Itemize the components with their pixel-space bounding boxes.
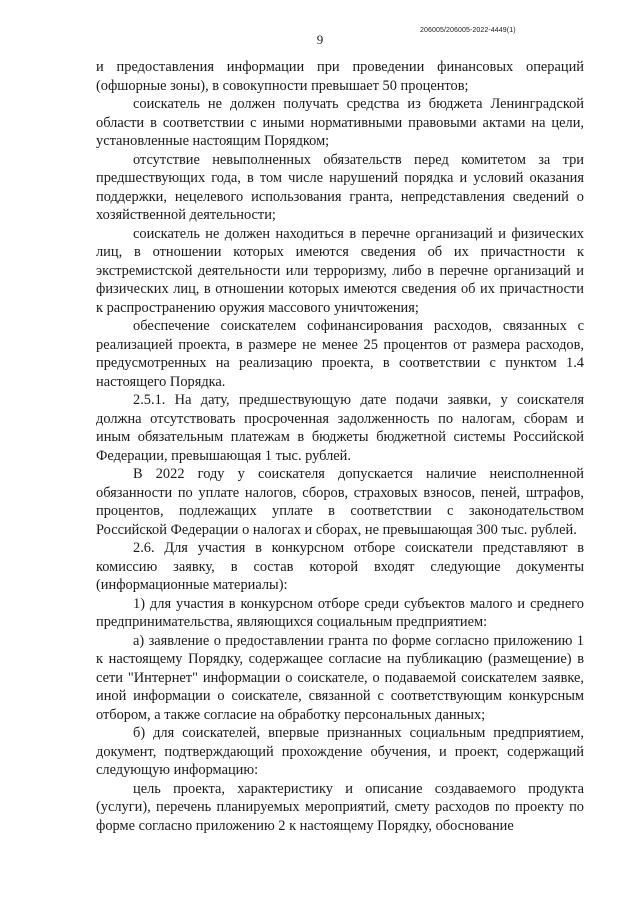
document-code: 206005/206005-2022-4449(1) — [420, 27, 516, 34]
paragraph: 2.5.1. На дату, предшествующую дате подачи заявки, у соискателя должна отсутствовать просроченная задолженность по налогам, сборам и иным обязательным платежам в бюджеты бюджетной системы Российской Федерации, превышающая 1 тыс. рублей. — [96, 392, 584, 464]
paragraph: б) для соискателей, впервые признанных социальным предприятием, документ, подтверждающий прохождение обучения, и проект, содержащий следующую информацию: — [96, 725, 584, 778]
paragraph: обеспечение соискателем софинансирования расходов, связанных с реализацией проекта, в размере не менее 25 процентов от размера расходов, предусмотренных на реализацию проекта, в соответствии с пунктом 1.4 настоящего Порядка. — [96, 318, 584, 390]
paragraph: В 2022 году у соискателя допускается наличие неисполненной обязанности по уплате налогов, сборов, страховых взносов, пеней, штрафов, процентов, подлежащих уплате в соответствии с законодательством Российской Федерации о налогах и сборах, не превышающая 300 тыс. рублей. — [96, 466, 584, 538]
paragraph: отсутствие невыполненных обязательств перед комитетом за три предшествующих года, в том числе нарушений порядка и условий оказания поддержки, нецелевого использования гранта, непредставления сведений о хозяйственной деятельности; — [96, 151, 584, 223]
paragraph: и предоставления информации при проведении финансовых операций (офшорные зоны), в совокупности превышает 50 процентов; — [96, 59, 584, 94]
paragraph: а) заявление о предоставлении гранта по форме согласно приложению 1 к настоящему Порядку, содержащее согласие на публикацию (размещение) в сети "Интернет" информации о соискателе, о подаваемой соискателем заявке, иной информации о соискателе, связанной с соответствующим конкурсным отбором, а также согласие на обработку персональных данных; — [96, 632, 584, 723]
paragraph: соискатель не должен получать средства из бюджета Ленинградской области в соответствии с иными нормативными правовыми актами на цели, установленные настоящим Порядком; — [96, 96, 584, 149]
document-body — [96, 58, 584, 835]
paragraph: цель проекта, характеристику и описание создаваемого продукта (услуги), перечень планируемых мероприятий, смету расходов по проекту по форме согласно приложению 2 к настоящему Порядку, обоснование — [96, 780, 584, 834]
paragraph: 2.6. Для участия в конкурсном отборе соискатели представляют в комиссию заявку, в состав которой входят следующие документы (информационные материалы): — [96, 540, 584, 593]
paragraph: 1) для участия в конкурсном отборе среди субъектов малого и среднего предпринимательства, являющихся социальным предприятием: — [96, 595, 584, 630]
paragraph: соискатель не должен находиться в перечне организаций и физических лиц, в отношении которых имеются сведения об их причастности к экстремистской деятельности или терроризму, либо в перечне организаций и физических лиц, в отношении которых имеются сведения об их причастности к распространению оружия массового уничтожения; — [96, 225, 584, 316]
page-number: 9 — [316, 32, 324, 47]
